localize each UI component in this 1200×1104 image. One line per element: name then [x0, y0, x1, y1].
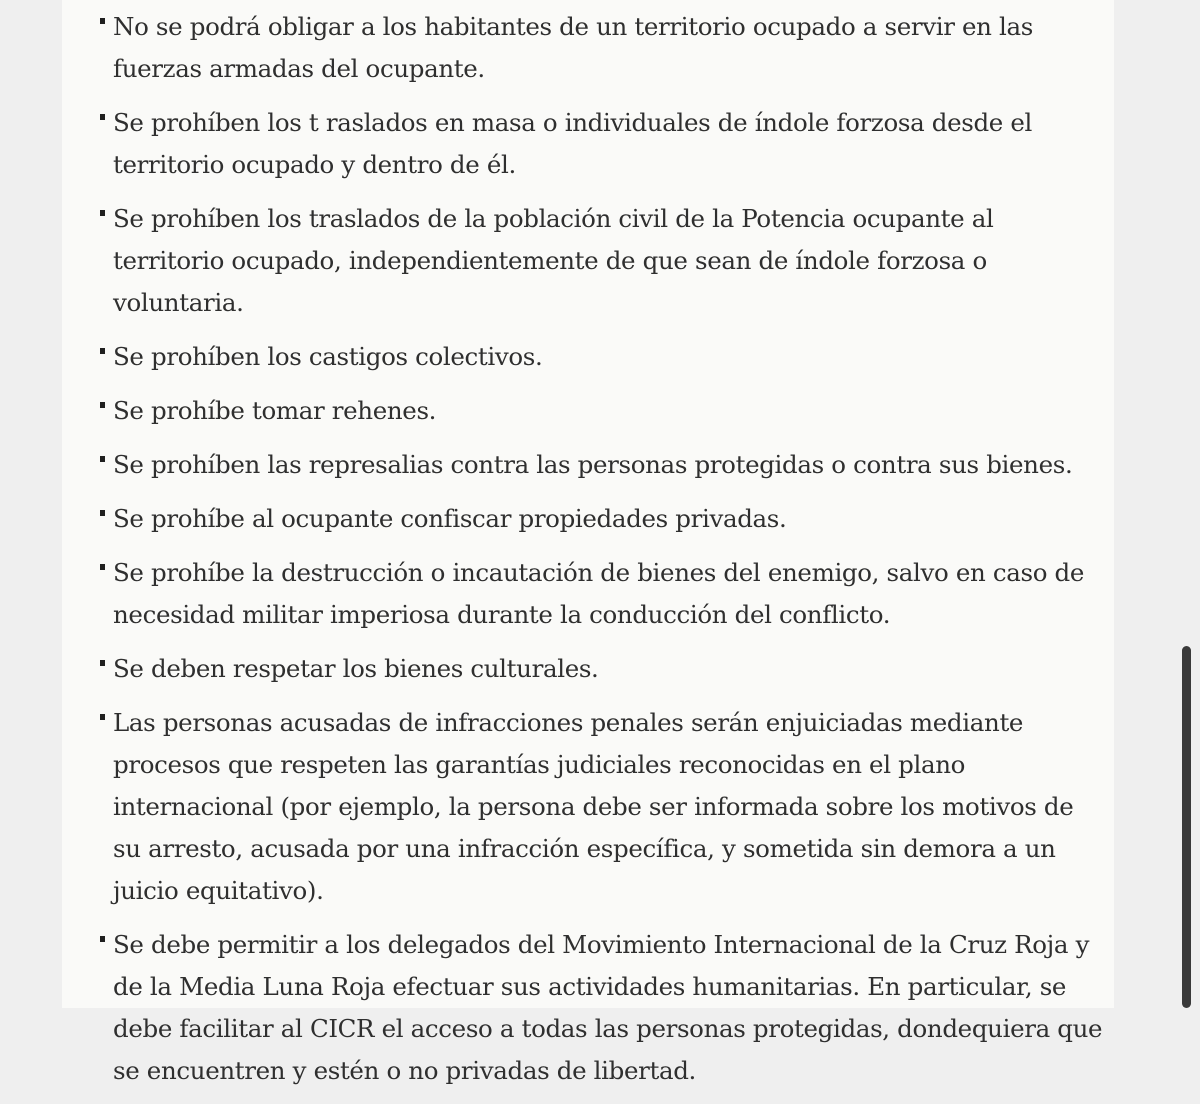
list-item-text: Se deben respetar los bienes culturales.	[113, 654, 599, 683]
list-item-text: No se podrá obligar a los habitantes de un territorio ocupado a servir en las fuerzas armadas del ocupante.	[113, 12, 1033, 83]
bullet-icon	[100, 402, 105, 408]
list-item	[98, 924, 1108, 1092]
list-item-text: Se prohíben los castigos colectivos.	[113, 342, 543, 371]
bullet-icon	[100, 114, 105, 120]
list-item-text: Las personas acusadas de infracciones penales serán enjuiciadas mediante procesos que respeten las garantías judiciales reconocidas en el plano internacional (por ejemplo, la persona debe ser informada sobre los motivos de su arresto, acusada por una infracción específica, y sometida sin demora a un juicio equitativo).	[113, 708, 1074, 905]
list-item	[98, 102, 1108, 186]
bullet-icon	[100, 660, 105, 666]
list-item	[98, 6, 1108, 90]
list-item-text: Se prohíbe la destrucción o incautación de bienes del enemigo, salvo en caso de necesidad militar imperiosa durante la conducción del conflicto.	[113, 558, 1085, 629]
list-item	[98, 390, 1108, 432]
list-item	[98, 648, 1108, 690]
list-item-text: Se debe permitir a los delegados del Movimiento Internacional de la Cruz Roja y de la Media Luna Roja efectuar sus actividades humanitarias. En particular, se debe facilitar al CICR el acceso a todas las personas protegidas, dondequiera que se encuentren y estén o no privadas de libertad.	[113, 930, 1103, 1085]
bullet-icon	[100, 564, 105, 570]
bullet-icon	[100, 936, 105, 942]
bullet-list	[98, 6, 1108, 1104]
list-item	[98, 198, 1108, 324]
list-item	[98, 552, 1108, 636]
bullet-icon	[100, 18, 105, 24]
list-item-text: Se prohíbe al ocupante confiscar propiedades privadas.	[113, 504, 787, 533]
list-item	[98, 498, 1108, 540]
list-item	[98, 336, 1108, 378]
list-item-text: Se prohíbe tomar rehenes.	[113, 396, 437, 425]
list-item-text: Se prohíben los traslados de la población civil de la Potencia ocupante al territorio ocupado, independientemente de que sean de índole forzosa o voluntaria.	[113, 204, 994, 317]
bullet-icon	[100, 348, 105, 354]
bullet-icon	[100, 510, 105, 516]
list-item-text: Se prohíben los t raslados en masa o individuales de índole forzosa desde el territorio ocupado y dentro de él.	[113, 108, 1033, 179]
vertical-scrollbar-thumb[interactable]	[1182, 646, 1191, 1008]
bullet-icon	[100, 714, 105, 720]
list-item	[98, 702, 1108, 912]
list-item-text: Se prohíben las represalias contra las personas protegidas o contra sus bienes.	[113, 450, 1073, 479]
bullet-icon	[100, 210, 105, 216]
bullet-icon	[100, 456, 105, 462]
list-item	[98, 444, 1108, 486]
